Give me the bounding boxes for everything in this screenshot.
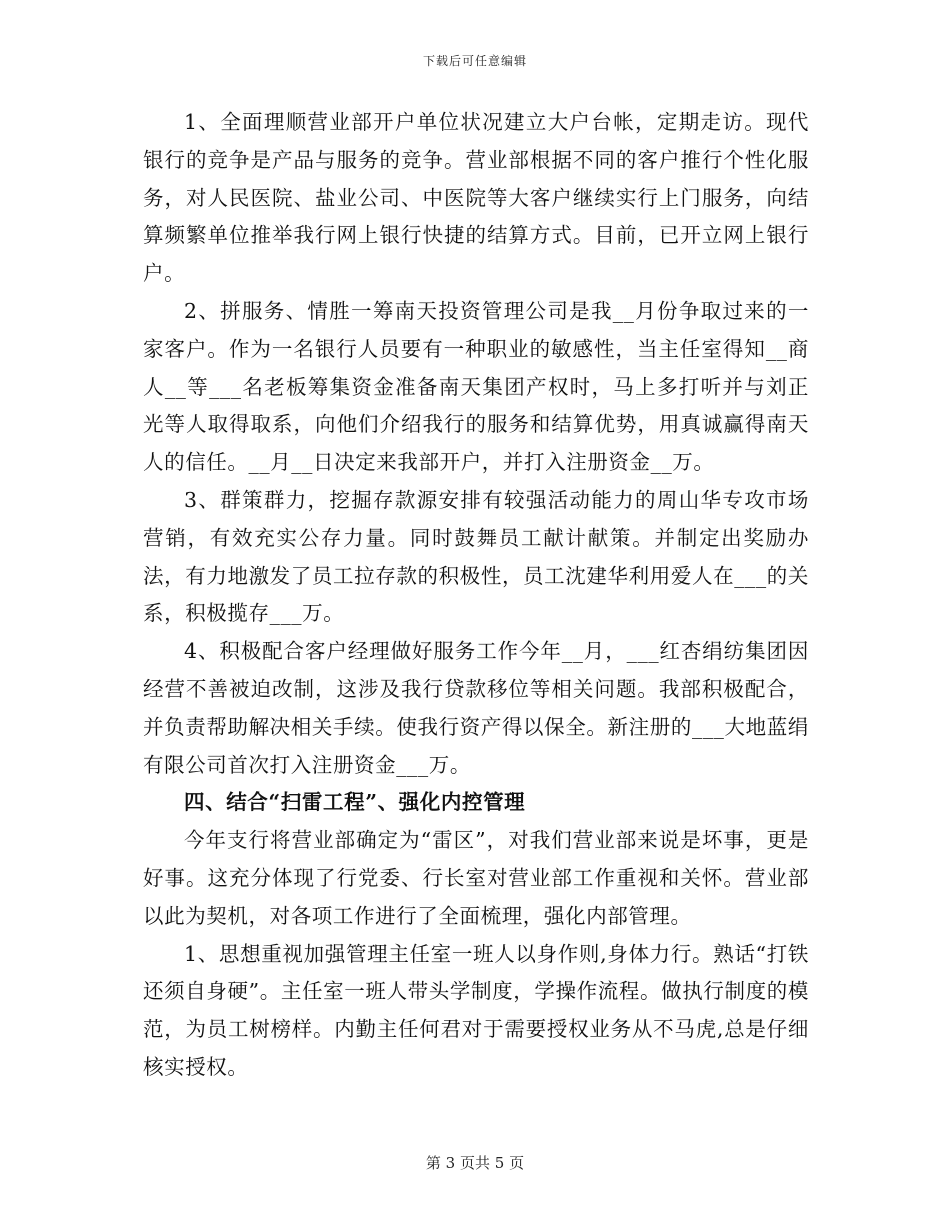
page-number: 第 3 页共 5 页 — [425, 1154, 525, 1172]
paragraph-2: 2、拼服务、情胜一筹南天投资管理公司是我__月份争取过来的一家客户。作为一名银行人员要有一种职业的敏感性，当主任室得知__商人__等___名老板筹集资金准备南天集团产权时，马上多打听并与刘正光等人取得取系，向他们介绍我行的服务和结算优势，用真诚赢得南天人的信任。__月__日决定来我部开户，并打入注册资金__万。 — [143, 298, 809, 475]
paragraph-3: 3、群策群力，挖掘存款源安排有较强活动能力的周山华专攻市场营销，有效充实公存力量。同时鼓舞员工献计献策。并制定出奖励办法，有力地激发了员工拉存款的积极性，员工沈建华利用爱人在___的关系，积极揽存___万。 — [143, 487, 809, 626]
paragraph-1: 1、全面理顺营业部开户单位状况建立大户台帐，定期走访。现代银行的竞争是产品与服务的竞争。营业部根据不同的客户推行个性化服务，对人民医院、盐业公司、中医院等大客户继续实行上门服务，向结算频繁单位推举我行网上银行快捷的结算方式。目前，已开立网上银行户。 — [143, 110, 809, 286]
paragraph-4: 4、积极配合客户经理做好服务工作今年__月，___红杏绢纺集团因经营不善被迫改制，这涉及我行贷款移位等相关问题。我部积极配合，并负责帮助解决相关手续。使我行资产得以保全。新注册的___大地蓝绢有限公司首次打入注册资金___万。 — [143, 639, 809, 777]
paragraph-6: 1、思想重视加强管理主任室一班人以身作则,身体力行。熟话“打铁还须自身硬”。主任室一班人带头学制度，学操作流程。做执行制度的模范，为员工树榜样。内勤主任何君对于需要授权业务从不马虎,总是仔细核实授权。 — [143, 941, 809, 1079]
document-body — [143, 104, 809, 1087]
paragraph-5: 今年支行将营业部确定为“雷区”，对我们营业部来说是坏事，更是好事。这充分体现了行党委、行长室对营业部工作重视和关怀。营业部以此为契机，对各项工作进行了全面梳理，强化内部管理。 — [143, 828, 809, 928]
page-header: 下载后可任意编辑 — [422, 54, 527, 68]
section-heading: 四、结合“扫雷工程”、强化内控管理 — [184, 790, 526, 815]
